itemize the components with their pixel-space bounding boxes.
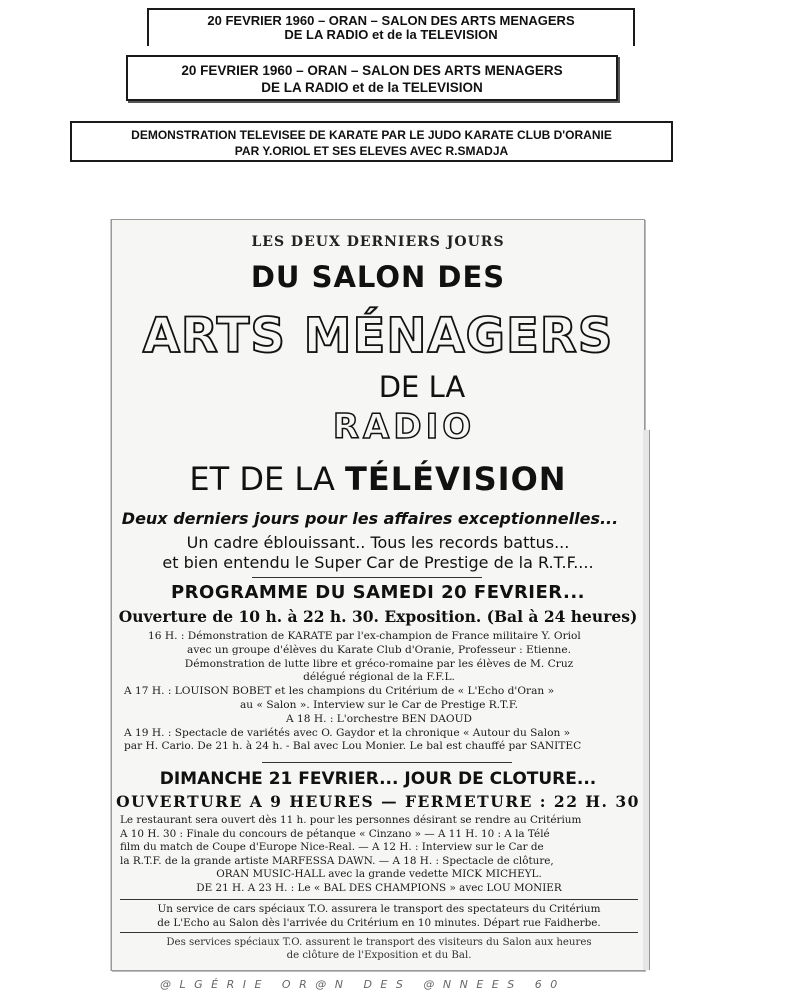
clipping-title-line2: ARTS MÉNAGERS — [142, 308, 614, 364]
program-line: film du match de Coupe d'Europe Nice-Real. — A 12 H. : Interview sur le Car de — [120, 841, 544, 854]
promo-line2: Un cadre éblouissant.. Tous les records battus... — [186, 533, 570, 552]
special-service-notice — [120, 936, 638, 962]
clipping-title-line5-big: TÉLÉVISION — [345, 460, 567, 498]
header-box-main-line2: DE LA RADIO et de la TELEVISION — [261, 80, 483, 95]
bus-service-notice — [120, 903, 638, 931]
program-line: A 17 H. : LOUISON BOBET et les champions du Critérium de « L'Echo d'Oran » — [124, 685, 555, 698]
program-line: la R.T.F. de la grande artiste MARFESSA DAWN. — A 18 H. : Spectacle de clôture, — [120, 854, 554, 867]
program-line: A 10 H. 30 : Finale du concours de pétanque « Cinzano » — A 11 H. 10 : A la Télé — [120, 827, 550, 840]
bus-service-line2: de L'Echo au Salon dès l'arrivée du Critérium en 10 minutes. Départ rue Faidherbe. — [157, 916, 601, 929]
header-box-top-line1: 20 FEVRIER 1960 – ORAN – SALON DES ARTS MENAGERS — [207, 13, 575, 28]
clipping-title-line1: DU SALON DES — [250, 260, 506, 294]
header-box-top-line2: DE LA RADIO et de la TELEVISION — [284, 27, 498, 42]
clipping-title-line5 — [112, 460, 644, 498]
special-service-line2: de clôture de l'Exposition et du Bal. — [286, 950, 472, 962]
program-line: délégué régional de la F.F.L. — [303, 671, 455, 684]
program-line: avec un groupe d'élèves du Karate Club d'Oranie, Professeur : Etienne. — [187, 643, 571, 656]
divider — [120, 899, 638, 900]
caption-box — [70, 121, 673, 162]
newspaper-clipping — [111, 219, 645, 971]
program-line: ORAN MUSIC-HALL avec la grande vedette MICK MICHEYL. — [216, 868, 542, 881]
divider — [252, 577, 482, 578]
clipping-title-line5-pre: ET DE LA — [189, 460, 346, 498]
special-service-line1: Des services spéciaux T.O. assurent le transport des visiteurs du Salon aux heures — [166, 937, 592, 948]
program-sunday-title: DIMANCHE 21 FEVRIER... JOUR DE CLOTURE... — [159, 769, 597, 789]
program-saturday-title: PROGRAMME DU SAMEDI 20 FEVRIER... — [170, 582, 586, 603]
program-line: 16 H. : Démonstration de KARATE par l'ex-champion de France militaire Y. Oriol — [148, 630, 581, 642]
promo-line1: Deux derniers jours pour les affaires exceptionnelles... — [121, 509, 619, 528]
header-box-main-line1: 20 FEVRIER 1960 – ORAN – SALON DES ARTS MENAGERS — [181, 63, 563, 78]
clipping-title-line3: DE LA — [378, 370, 466, 404]
program-line: A 18 H. : L'orchestre BEN DAOUD — [286, 712, 472, 725]
program-line: A 19 H. : Spectacle de variétés avec O. Gaydor et la chronique « Autour du Salon » — [124, 726, 571, 739]
divider — [262, 762, 512, 763]
promo-line3: et bien entendu le Super Car de Prestige de la R.T.F.... — [162, 553, 594, 572]
program-line: DE 21 H. A 23 H. : Le « BAL DES CHAMPIONS » avec LOU MONIER — [196, 881, 562, 894]
clipping-kicker: LES DEUX DERNIERS JOURS — [251, 234, 505, 250]
bus-service-line1: Un service de cars spéciaux T.O. assurera le transport des spectateurs du Critérium — [157, 903, 601, 915]
program-line: Démonstration de lutte libre et gréco-romaine par les élèves de M. Cruz — [184, 657, 574, 670]
program-sunday-hours: OUVERTURE A 9 HEURES — FERMETURE : 22 H. 30 — [116, 792, 640, 811]
clipping-edge — [643, 430, 650, 970]
clipping-title-line4: RADIO — [332, 407, 476, 447]
header-box-top-cropped — [147, 8, 635, 46]
divider — [120, 932, 638, 933]
program-sunday-list — [120, 814, 638, 896]
program-saturday-list — [124, 630, 634, 754]
watermark-footer: @LGÉRIE OR@N DES @NNEES 60 — [160, 978, 566, 991]
program-line: par H. Cario. De 21 h. à 24 h. - Bal avec Lou Monier. Le bal est chauffé par SANITEC — [124, 740, 582, 753]
program-line: Le restaurant sera ouvert dès 11 h. pour les personnes désirant se rendre au Critérium — [120, 814, 582, 826]
caption-line2: PAR Y.ORIOL ET SES ELEVES AVEC R.SMADJA — [234, 144, 509, 158]
program-line: au « Salon ». Interview sur le Car de Prestige R.T.F. — [239, 698, 518, 711]
header-box-main — [126, 55, 618, 101]
program-saturday-hours: Ouverture de 10 h. à 22 h. 30. Exposition. (Bal à 24 heures) — [118, 607, 638, 626]
caption-line1: DEMONSTRATION TELEVISEE DE KARATE PAR LE JUDO KARATE CLUB D'ORANIE — [131, 128, 612, 142]
